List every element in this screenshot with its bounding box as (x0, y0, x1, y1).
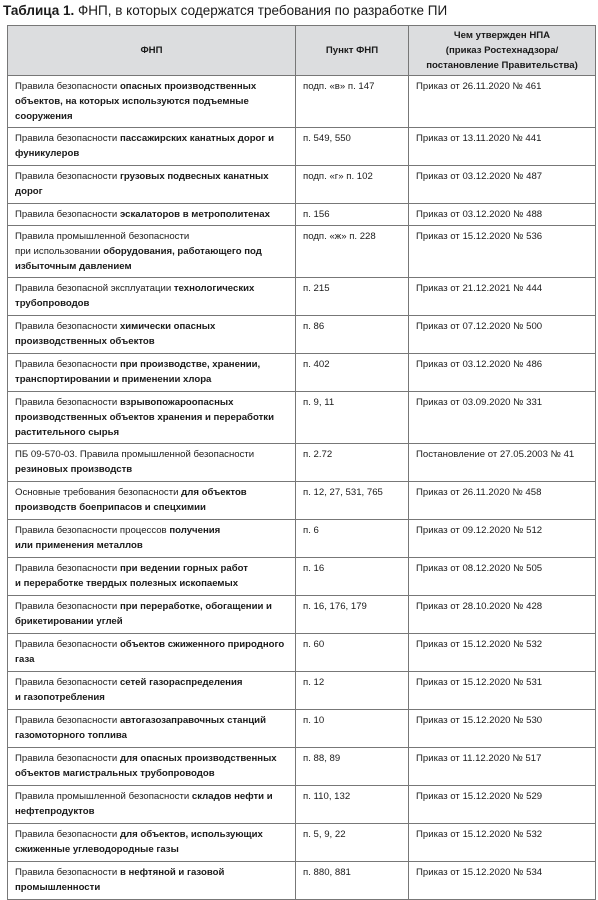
cell-npa: Приказ от 08.12.2020 № 505 (409, 558, 596, 596)
table-row (8, 748, 596, 786)
fnp-plain-text: Правила безопасности (15, 321, 120, 332)
cell-npa: Приказ от 15.12.2020 № 534 (409, 862, 596, 900)
cell-fnp (8, 226, 296, 278)
table-row (8, 392, 596, 444)
cell-npa: Приказ от 03.12.2020 № 488 (409, 204, 596, 226)
table-row (8, 482, 596, 520)
cell-punkt: п. 9, 11 (296, 392, 409, 444)
fnp-bold-text: при ведении горных работ и переработке твердых полезных ископаемых (15, 563, 248, 589)
table-row (8, 444, 596, 482)
cell-npa: Приказ от 03.09.2020 № 331 (409, 392, 596, 444)
fnp-plain-text: ПБ 09-570-03. Правила промышленной безопасности (15, 449, 255, 460)
fnp-plain-text: Правила безопасности (15, 753, 120, 764)
table-row (8, 862, 596, 900)
fnp-plain-text: Правила безопасности (15, 639, 120, 650)
cell-fnp (8, 786, 296, 824)
cell-fnp (8, 76, 296, 128)
table-row (8, 278, 596, 316)
table-row (8, 596, 596, 634)
fnp-plain-text: Правила безопасности (15, 133, 120, 144)
table-row (8, 672, 596, 710)
cell-punkt: п. 16 (296, 558, 409, 596)
cell-npa: Постановление от 27.05.2003 № 41 (409, 444, 596, 482)
cell-npa: Приказ от 15.12.2020 № 536 (409, 226, 596, 278)
cell-npa: Приказ от 03.12.2020 № 487 (409, 166, 596, 204)
header-punkt: Пункт ФНП (296, 26, 409, 76)
cell-fnp (8, 672, 296, 710)
table-row (8, 824, 596, 862)
cell-fnp (8, 482, 296, 520)
cell-fnp (8, 748, 296, 786)
fnp-plain-text: Правила безопасности (15, 829, 120, 840)
cell-punkt: п. 60 (296, 634, 409, 672)
cell-npa: Приказ от 26.11.2020 № 458 (409, 482, 596, 520)
fnp-bold-text: грузовых подвесных канатных дорог (15, 171, 269, 197)
fnp-plain-text: Правила безопасности (15, 867, 120, 878)
cell-npa: Приказ от 15.12.2020 № 532 (409, 634, 596, 672)
cell-fnp (8, 278, 296, 316)
fnp-bold-text: взрывопожароопасных производственных объектов хранения и переработки растительного сырья (15, 397, 275, 438)
fnp-plain-text: Правила безопасности (15, 209, 120, 220)
fnp-plain-text: Правила безопасности (15, 81, 120, 92)
cell-npa: Приказ от 15.12.2020 № 531 (409, 672, 596, 710)
fnp-plain-text: Правила промышленной безопасности при использовании (15, 231, 190, 257)
cell-fnp (8, 204, 296, 226)
fnp-bold-text: для объектов производств боеприпасов и спецхимии (15, 487, 247, 513)
cell-fnp (8, 558, 296, 596)
fnp-bold-text: технологических трубопроводов (15, 283, 255, 309)
cell-punkt: п. 5, 9, 22 (296, 824, 409, 862)
cell-punkt: п. 6 (296, 520, 409, 558)
fnp-bold-text: химически опасных производственных объектов (15, 321, 216, 347)
cell-npa: Приказ от 11.12.2020 № 517 (409, 748, 596, 786)
cell-punkt: п. 86 (296, 316, 409, 354)
table-row (8, 710, 596, 748)
table-row (8, 558, 596, 596)
fnp-plain-text: Правила безопасности процессов (15, 525, 170, 536)
cell-npa: Приказ от 03.12.2020 № 486 (409, 354, 596, 392)
cell-punkt: п. 2.72 (296, 444, 409, 482)
cell-npa: Приказ от 09.12.2020 № 512 (409, 520, 596, 558)
fnp-plain-text: Правила безопасности (15, 601, 120, 612)
fnp-bold-text: оборудования, работающего под избыточным давлением (15, 246, 262, 272)
cell-fnp (8, 128, 296, 166)
cell-npa: Приказ от 26.11.2020 № 461 (409, 76, 596, 128)
cell-fnp (8, 444, 296, 482)
fnp-plain-text: Основные требования безопасности (15, 487, 182, 498)
fnp-bold-text: опасных производственных объектов, на которых используются подъемные сооружения (15, 81, 257, 122)
cell-npa: Приказ от 15.12.2020 № 530 (409, 710, 596, 748)
table-row (8, 166, 596, 204)
table-row (8, 354, 596, 392)
fnp-bold-text: автогазозаправочных станций газомоторного топлива (15, 715, 266, 741)
cell-npa: Приказ от 15.12.2020 № 532 (409, 824, 596, 862)
fnp-bold-text: сетей газораспределения и газопотребления (15, 677, 243, 703)
fnp-bold-text: складов нефти и нефтепродуктов (15, 791, 273, 817)
fnp-plain-text: Правила безопасности (15, 715, 120, 726)
cell-npa: Приказ от 21.12.2021 № 444 (409, 278, 596, 316)
cell-punkt: п. 12 (296, 672, 409, 710)
fnp-plain-text: Правила безопасности (15, 397, 120, 408)
fnp-bold-text: для опасных производственных объектов магистральных трубопроводов (15, 753, 277, 779)
cell-npa: Приказ от 13.11.2020 № 441 (409, 128, 596, 166)
cell-fnp (8, 316, 296, 354)
caption-text: ФНП, в которых содержатся требования по разработке ПИ (78, 3, 448, 18)
fnp-plain-text: Правила безопасной эксплуатации (15, 283, 174, 294)
table-row (8, 520, 596, 558)
cell-fnp (8, 354, 296, 392)
cell-punkt: п. 156 (296, 204, 409, 226)
cell-punkt: п. 880, 881 (296, 862, 409, 900)
fnp-bold-text: в нефтяной и газовой промышленности (15, 867, 225, 893)
cell-fnp (8, 634, 296, 672)
cell-punkt: п. 402 (296, 354, 409, 392)
fnp-plain-text: Правила безопасности (15, 359, 120, 370)
cell-fnp (8, 710, 296, 748)
table-row (8, 634, 596, 672)
cell-punkt: п. 10 (296, 710, 409, 748)
fnp-plain-text: Правила промышленной безопасности (15, 791, 192, 802)
cell-fnp (8, 520, 296, 558)
cell-punkt: п. 215 (296, 278, 409, 316)
table-header-row (8, 26, 596, 76)
cell-fnp (8, 824, 296, 862)
cell-punkt: подп. «ж» п. 228 (296, 226, 409, 278)
cell-punkt: подп. «г» п. 102 (296, 166, 409, 204)
cell-npa: Приказ от 28.10.2020 № 428 (409, 596, 596, 634)
header-npa: Чем утвержден НПА (приказ Ростехнадзора/ постановление Правительства) (409, 26, 596, 76)
fnp-bold-text: получения или применения металлов (15, 525, 221, 551)
cell-punkt: подп. «в» п. 147 (296, 76, 409, 128)
fnp-table (7, 25, 596, 900)
fnp-bold-text: объектов сжиженного природного газа (15, 639, 285, 665)
fnp-bold-text: резиновых производств (15, 464, 133, 475)
table-row (8, 76, 596, 128)
fnp-plain-text: Правила безопасности (15, 563, 120, 574)
table-row (8, 786, 596, 824)
cell-fnp (8, 862, 296, 900)
cell-fnp (8, 166, 296, 204)
cell-punkt: п. 110, 132 (296, 786, 409, 824)
fnp-bold-text: пассажирских канатных дорог и фуникулеров (15, 133, 274, 159)
cell-punkt: п. 549, 550 (296, 128, 409, 166)
fnp-bold-text: при переработке, обогащении и брикетировании углей (15, 601, 272, 627)
table-row (8, 128, 596, 166)
cell-punkt: п. 12, 27, 531, 765 (296, 482, 409, 520)
cell-npa: Приказ от 07.12.2020 № 500 (409, 316, 596, 354)
fnp-plain-text: Правила безопасности (15, 677, 120, 688)
fnp-bold-text: эскалаторов в метрополитенах (119, 209, 270, 220)
cell-fnp (8, 392, 296, 444)
table-caption (3, 2, 447, 20)
cell-fnp (8, 596, 296, 634)
cell-npa: Приказ от 15.12.2020 № 529 (409, 786, 596, 824)
header-fnp: ФНП (8, 26, 296, 76)
table-row (8, 204, 596, 226)
fnp-plain-text: Правила безопасности (15, 171, 120, 182)
table-row (8, 316, 596, 354)
cell-punkt: п. 88, 89 (296, 748, 409, 786)
fnp-bold-text: для объектов, использующих сжиженные углеводородные газы (15, 829, 263, 855)
cell-punkt: п. 16, 176, 179 (296, 596, 409, 634)
caption-prefix: Таблица 1. (3, 3, 75, 18)
fnp-bold-text: при производстве, хранении, транспортировании и применении хлора (15, 359, 261, 385)
table-row (8, 226, 596, 278)
